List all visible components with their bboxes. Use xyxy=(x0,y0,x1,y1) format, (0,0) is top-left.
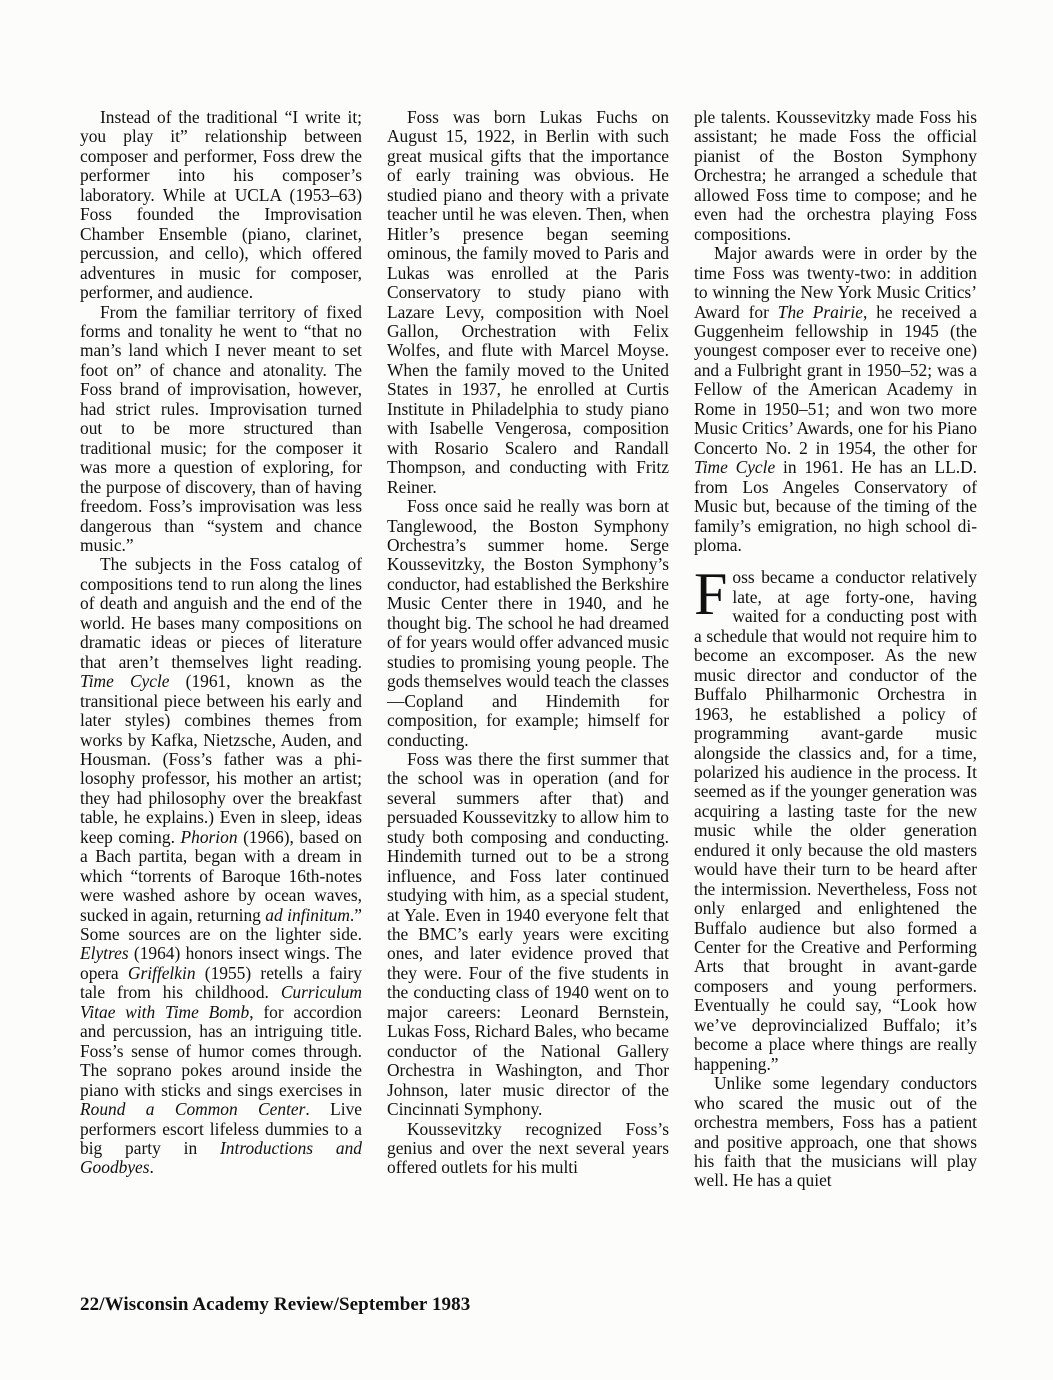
work-title: Time Cycle xyxy=(694,457,776,478)
text-run: , he received a Guggenheim fellowship in 1945 (the youngest composer ever to receive one) and a Fulbright grant in 1950–52; was a Fellow of the American Academy in Rome in 1950–51; and won two more Music Critics’ Awards, one for his Piano Concerto No. 2 in 1954, the other for xyxy=(694,301,977,458)
work-title: Introductions and Goodbyes xyxy=(80,1138,362,1178)
text-run: .” Some sources are on the lighter side. xyxy=(80,904,362,945)
work-title: The Prairie xyxy=(777,301,863,322)
page-footer: 22/Wisconsin Academy Review/September 1983 xyxy=(80,1294,471,1315)
latin-phrase: ad infinitum xyxy=(265,904,350,925)
paragraph: ple talents. Koussevitzky made Foss his assistant; he made Foss the official pianist of the Boston Symphony Orchestra; he arranged a schedule that allowed Foss time to compose; and he even had the orchestra playing Foss compositions. xyxy=(694,108,977,244)
drop-cap: F xyxy=(694,561,728,628)
paragraph: Foss was born Lukas Fuchs on August 15, 1922, in Berlin with such great musical gifts that the importance of early training was obvious. He studied piano and theory with a private teacher until he was eleven. Then, when Hitler’s presence began seeming ominous, the family moved to Paris and Lukas was enrolled at the Paris Conservatory to study piano with Lazare Levy, composition with Noel Gallon, Orchestration with Felix Wolfes, and flute with Marcel Moyse. When the family moved to the United States in 1937, he enrolled at Curtis Institute in Philadelphia to study piano with Isabelle Vengerosa, composition with Rosario Scalero and Randall Thompson, and conducting with Fritz Reiner. xyxy=(387,108,669,497)
text-run: (1961, known as the transitional piece between his early and later styles) combines themes from works by Kafka, Nietzsche, Auden, and Housman. (Foss’s father was a philosophy professor, his mother an artist; they had philosophy over the breakfast table, he explains.) Even in sleep, ideas keep coming. xyxy=(80,671,362,847)
work-title: Griffelkin xyxy=(127,962,196,983)
work-title: Curriculum Vitae with Time Bomb xyxy=(80,982,362,1022)
text-run: . xyxy=(149,1157,154,1178)
text-column-3 xyxy=(694,108,977,1278)
paragraph: Foss once said he really was born at Tanglewood, the Boston Symphony Orchestra’s summer home. Serge Koussevitzky, the Boston Symphony’s conductor, had established the Berkshire Music Center there in 1940, and he thought big. The school he had dreamed of for years would offer advanced music studies to promising young people. The gods themselves would teach the classes—Copland and Hindemith for composition, for example; himself for conducting. xyxy=(387,496,669,750)
text-run: Major awards were in order by the time Foss was twenty-two: in addition to winning the New York Music Critics’ Award for xyxy=(694,243,977,322)
text-column-2 xyxy=(387,108,669,1278)
text-run: (1964) honors insect wings. The opera xyxy=(80,943,362,983)
paragraph: Koussevitzky recognized Foss’s genius and over the next several years offered outlets for his multi xyxy=(387,1118,669,1178)
work-title: Time Cycle xyxy=(80,671,170,692)
text-run: (1955) retells a fairy tale from his childhood. xyxy=(80,962,362,1003)
paragraph: Instead of the traditional “I write it; you play it” relationship between composer and performer, Foss drew the performer into his composer’s laboratory. While at UCLA (1953–63) Foss founded the Improvisation Chamber Ensemble (piano, clarinet, percussion, and cello), which offered adventures in music for composer, performer, and audience. xyxy=(80,108,362,303)
paragraph: Foss was there the first summer that the school was in operation (and for several summers after that) and persuaded Koussevitzky to allow him to study both composing and conducting. Hindemith turned out to be a strong influence, and Foss later continued studying with him, as a special student, at Yale. Even in 1940 everyone felt that the BMC’s early years were exciting ones, and later evidence proved that they were. Four of the five students in the conducting class of 1940 went on to major careers: Leonard Bernstein, Lukas Foss, Richard Bales, who became conductor of the National Gallery Orchestra in Washington, and Thor Johnson, later music director of the Cincinnati Symphony. xyxy=(387,748,669,1120)
text-run: The subjects in the Foss catalog of compositions tend to run along the lines of death and anguish and the end of the world. He bases many compositions on dramatic ideas or pieces of literature that aren’t themselves light reading. xyxy=(80,554,362,672)
work-title: Round a Common Center xyxy=(80,1099,306,1120)
paragraph: Unlike some legendary conductors who scared the music out of the orchestra members, Foss has a patient and positive approach, one that shows his faith that the musicians will play well. He has a quiet xyxy=(694,1073,977,1191)
text-run: (1966), based on a Bach partita, began with a dream in which “torrents of Baroque 16th-notes were washed ashore by ocean waves, sucked in again, returning xyxy=(80,826,362,925)
text-column-1 xyxy=(80,108,362,1278)
work-title: Elytres xyxy=(80,943,129,964)
section-paragraph xyxy=(694,561,977,1074)
text-run: , for accordion and percussion, has an intriguing title. Foss’s sense of humor comes through. The soprano pokes around inside the piano with sticks and sings exercises in xyxy=(80,1001,362,1100)
text-run: . Live performers escort lifeless dummies to a big party in xyxy=(80,1099,362,1159)
paragraph xyxy=(694,244,977,555)
work-title: Phorion xyxy=(180,826,238,847)
text-run: oss became a conductor relatively late, at age forty-one, having waited for a conducting post with a schedule that would not require him to become an excomposer. As the new music director and conductor of the Buffalo Philharmonic Orchestra in 1963, he established a policy of programming avant-garde music alongside the classics and, for a time, polarized his audience in the process. It seemed as if the younger generation was acquiring a lasting taste for the new music while the older generation endured it only because the old masters would have their turn to be heard after the intermission. Nevertheless, Foss not only enlarged and enlightened the Buffalo audience but also formed a Center for the Creative and Performing Arts that brought in avant-garde composers and young performers. Eventually he could say, “Look how we’ve deprovincialized Buffalo; it’s become a place where things are really happening.” xyxy=(694,567,977,1074)
text-run: in 1961. He has an LL.D. from Los Angeles Conservatory of Music but, because of the timing of the family’s emigration, no high school diploma. xyxy=(694,457,977,555)
paragraph xyxy=(80,555,362,1178)
paragraph: From the familiar territory of fixed forms and tonality he went to “that no man’s land which I never meant to set foot on” of chance and atonality. The Foss brand of improvisation, however, had strict rules. Improvisation turned out to be more structured than traditional music; for the composer it was more a question of exploring, for the purpose of discovery, than of having freedom. Foss’s improvisation was less dangerous than “system and chance music.” xyxy=(80,301,362,555)
